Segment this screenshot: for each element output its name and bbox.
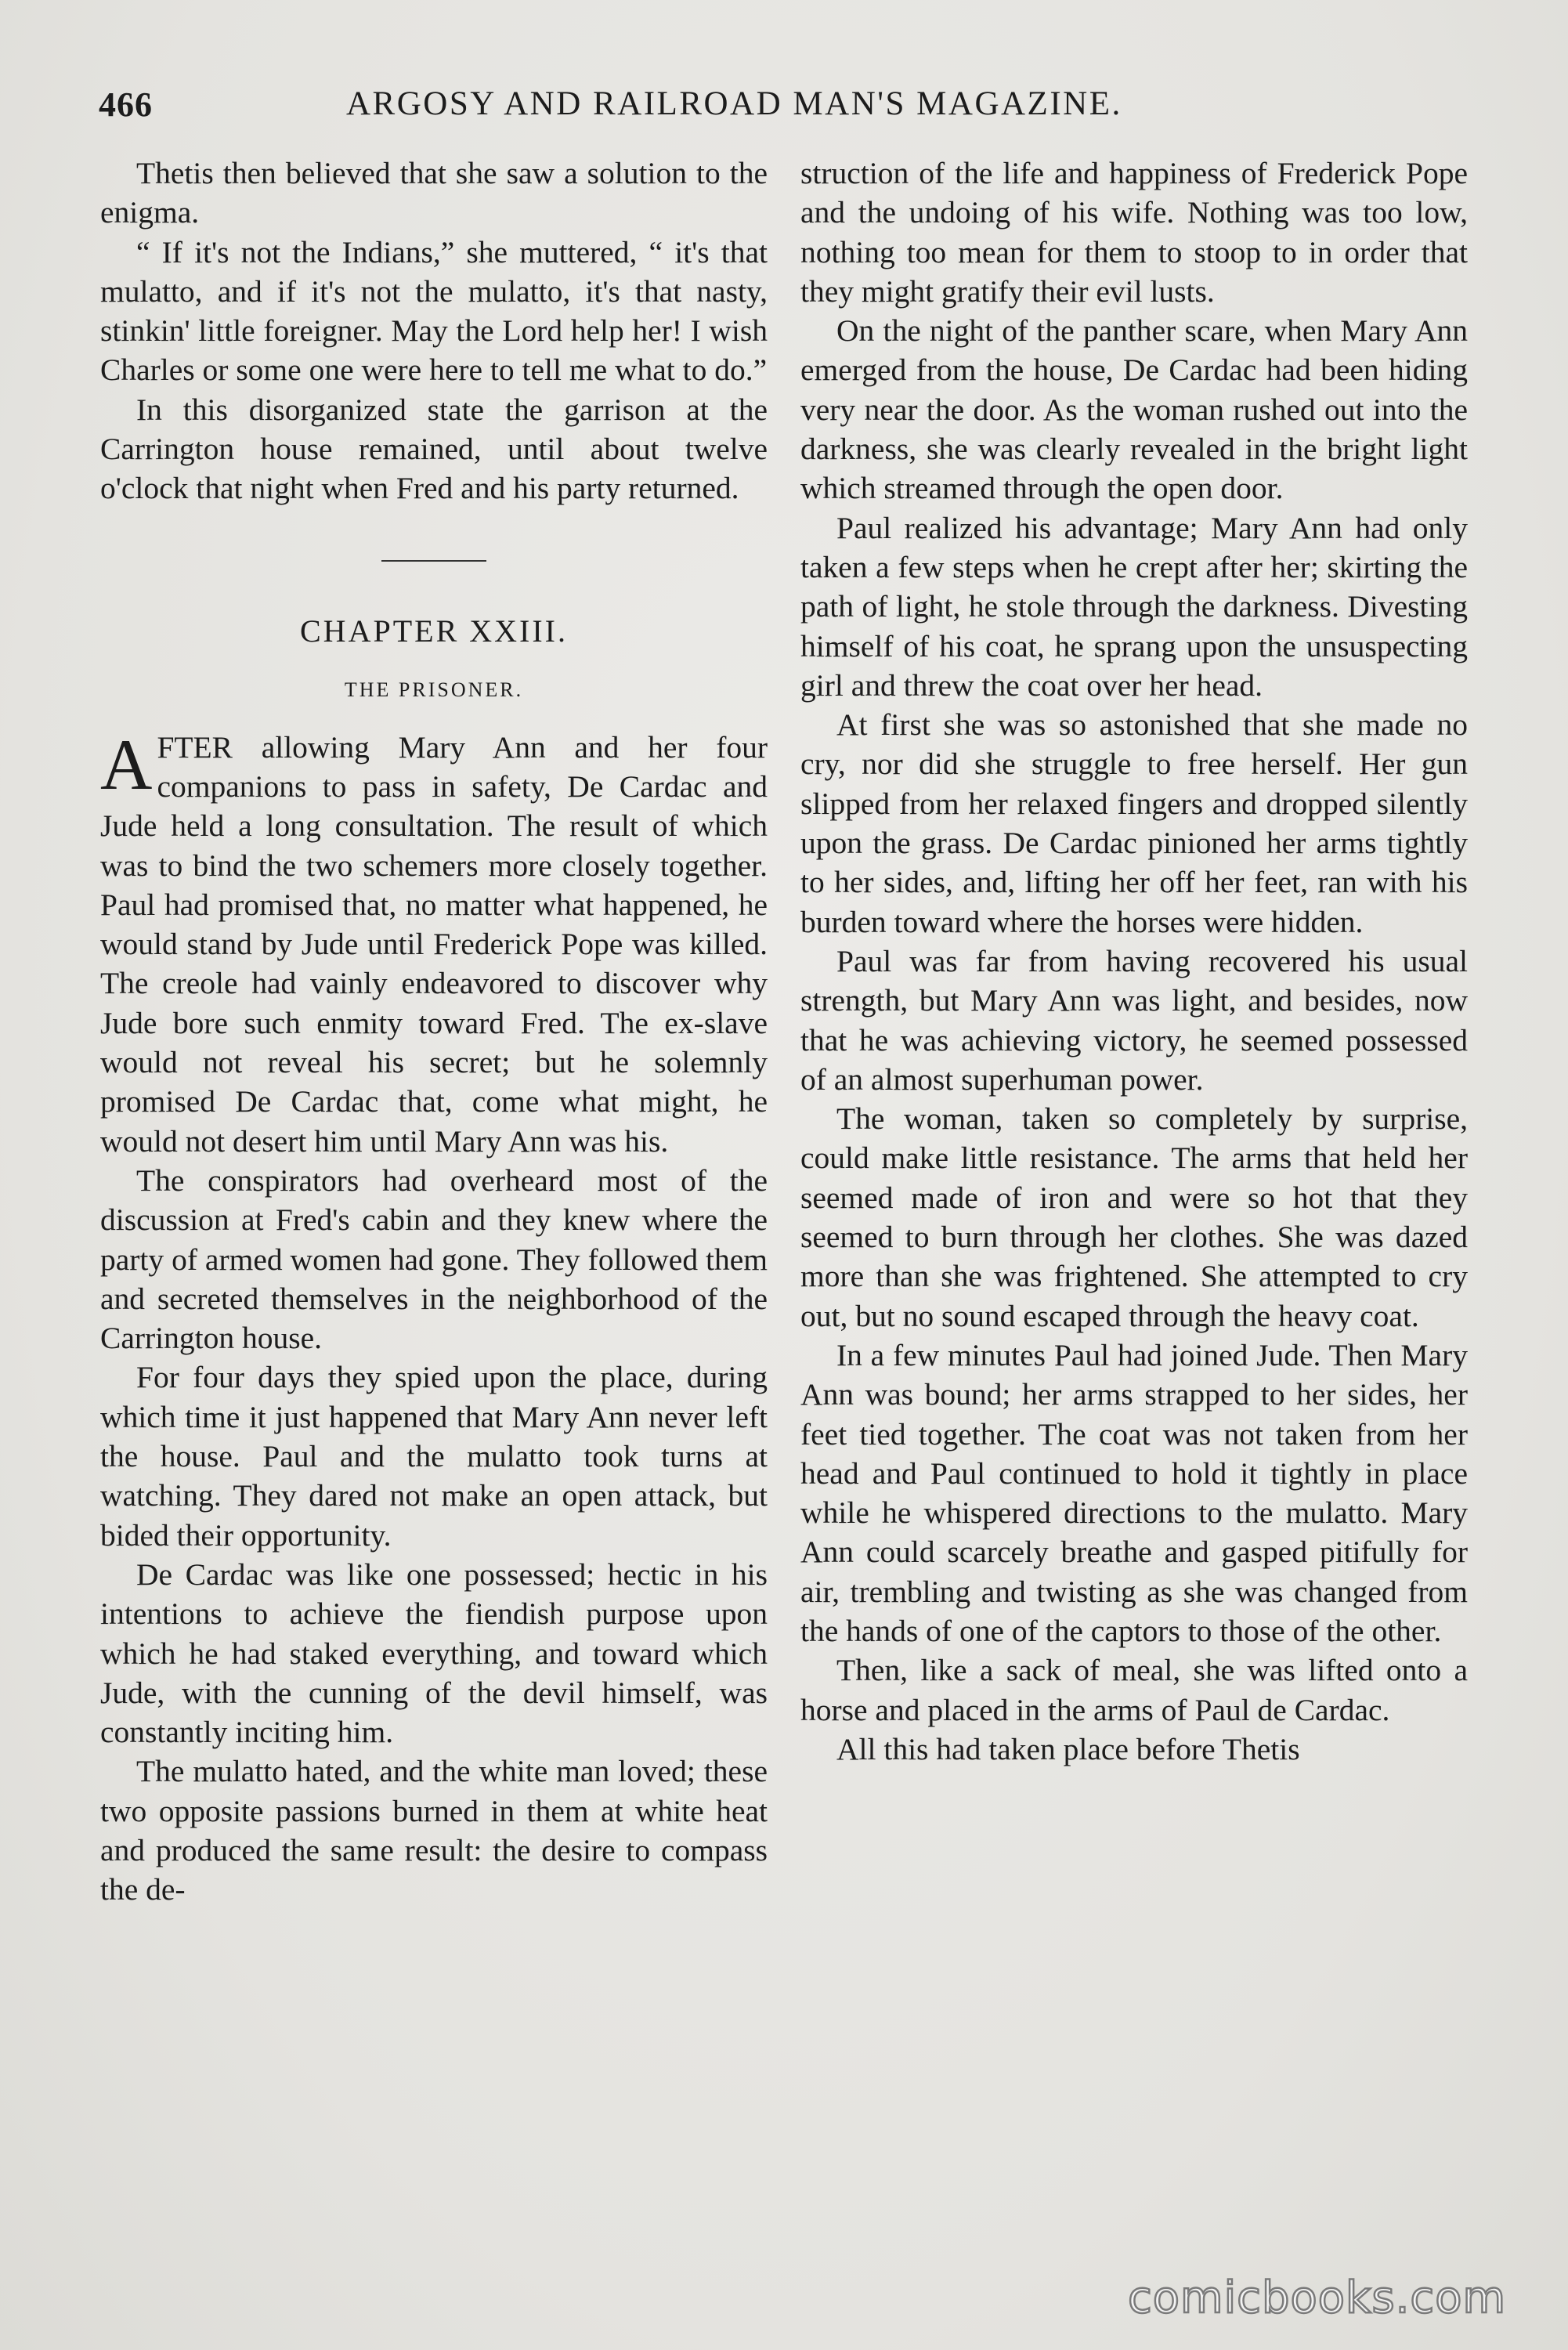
watermark-text: comicbooks.com — [1128, 2272, 1507, 2323]
paragraph: Paul was far from having recovered his usual strength, but Mary Ann was light, and besides, now that he was achieving victory, he seemed possessed of an almost superhuman power. — [800, 943, 1468, 1097]
opening-text: FTER allowing Mary Ann and her four companions to pass in safety, De Cardac and Jude held a long consultation. The result of which was to bind the two schemers more closely together. Paul had promised that, no matter what happened, he would stand by Jude until Frederick Pope was killed. The creole had vainly endeavored to discover why Jude bore such enmity toward Fred. The ex-slave would not reveal his secret; but he solemnly promised De Cardac that, come what might, he would not desert him until Mary Ann was his. — [100, 729, 768, 1159]
chapter-opening-paragraph — [100, 724, 768, 1161]
left-column — [100, 154, 768, 1910]
running-title: ARGOSY AND RAILROAD MAN'S MAGAZINE. — [346, 85, 1122, 122]
page-header — [99, 85, 1469, 132]
paragraph: The woman, taken so completely by surprise, could make little resistance. The arms that held her seemed made of iron and were so hot that they seemed to burn through her clothes. She was dazed more than she was frightened. She attempted to cry out, but no sound escaped through the heavy coat. — [800, 1101, 1468, 1333]
page-number: 466 — [99, 85, 153, 124]
paragraph: Thetis then believed that she saw a solution to the enigma. — [100, 156, 768, 230]
drop-cap: A — [100, 724, 153, 804]
continuation-paragraph: struction of the life and happiness of Frederick Pope and the undoing of his wife. Nothing was too low, nothing too mean for them to stoop to in order that they might gratify their evil lusts. — [800, 156, 1468, 309]
paragraph: On the night of the panther scare, when Mary Ann emerged from the house, De Cardac had been hiding very near the door. As the woman rushed out into the darkness, she was clearly revealed in the bright light which streamed through the open door. — [800, 313, 1468, 506]
right-column — [800, 154, 1468, 1769]
watermark-logo — [1122, 2262, 1537, 2333]
paragraph: All this had taken place before Thetis — [836, 1731, 1300, 1766]
paragraph: For four days they spied upon the place, during which time it just happened that Mary Ann never left the house. Paul and the mulatto took turns at watching. They dared not make an open attack, but bided their opportunity. — [100, 1360, 768, 1553]
paragraph: In this disorganized state the garrison at the Carrington house remained, until about twelve o'clock that night when Fred and his party returned. — [100, 392, 768, 506]
paragraph: In a few minutes Paul had joined Jude. Then Mary Ann was bound; her arms strapped to her sides, her feet tied together. The coat was not taken from her head and Paul continued to hold it tightly in place while he whispered directions to the mulatto. Mary Ann could scarcely breathe and gasped pitifully for air, trembling and twisting as she was changed from the hands of one of the captors to those of the other. — [800, 1337, 1468, 1648]
paragraph: The conspirators had overheard most of the discussion at Fred's cabin and they knew where the party of armed women had gone. They followed them and secreted themselves in the neighborhood of the Carrington house. — [100, 1162, 768, 1356]
paragraph: The mulatto hated, and the white man loved; these two opposite passions burned in them at white heat and produced the same result: the desire to compass the de- — [100, 1754, 768, 1907]
chapter-subtitle: THE PRISONER. — [344, 678, 524, 701]
section-divider — [381, 560, 486, 562]
paragraph: Then, like a sack of meal, she was lifted onto a horse and placed in the arms of Paul de Cardac. — [800, 1653, 1468, 1727]
paragraph: “ If it's not the Indians,” she muttered, “ it's that mulatto, and if it's not the mulatto, it's that nasty, stinkin' little foreigner. May the Lord help her! I wish Charles or some one were here to tell me what to do.” — [100, 234, 768, 388]
paragraph: At first she was so astonished that she made no cry, nor did she struggle to free herself. Her gun slipped from her relaxed fingers and dropped silently upon the grass. De Cardac pinioned her arms tightly to her sides, and, lifting her off her feet, ran with his burden toward where the horses were hidden. — [800, 707, 1468, 939]
paragraph: De Cardac was like one possessed; hectic in his intentions to achieve the fiendish purpose upon which he had staked everything, and toward which Jude, with the cunning of the devil himself, was constantly inciting him. — [100, 1556, 768, 1750]
paragraph: Paul realized his advantage; Mary Ann had only taken a few steps when he crept after her; skirting the path of light, he stole through the darkness. Divesting himself of his coat, he sprang upon the unsuspecting girl and threw the coat over her head. — [800, 510, 1468, 703]
chapter-title: CHAPTER XXIII. — [300, 613, 568, 649]
